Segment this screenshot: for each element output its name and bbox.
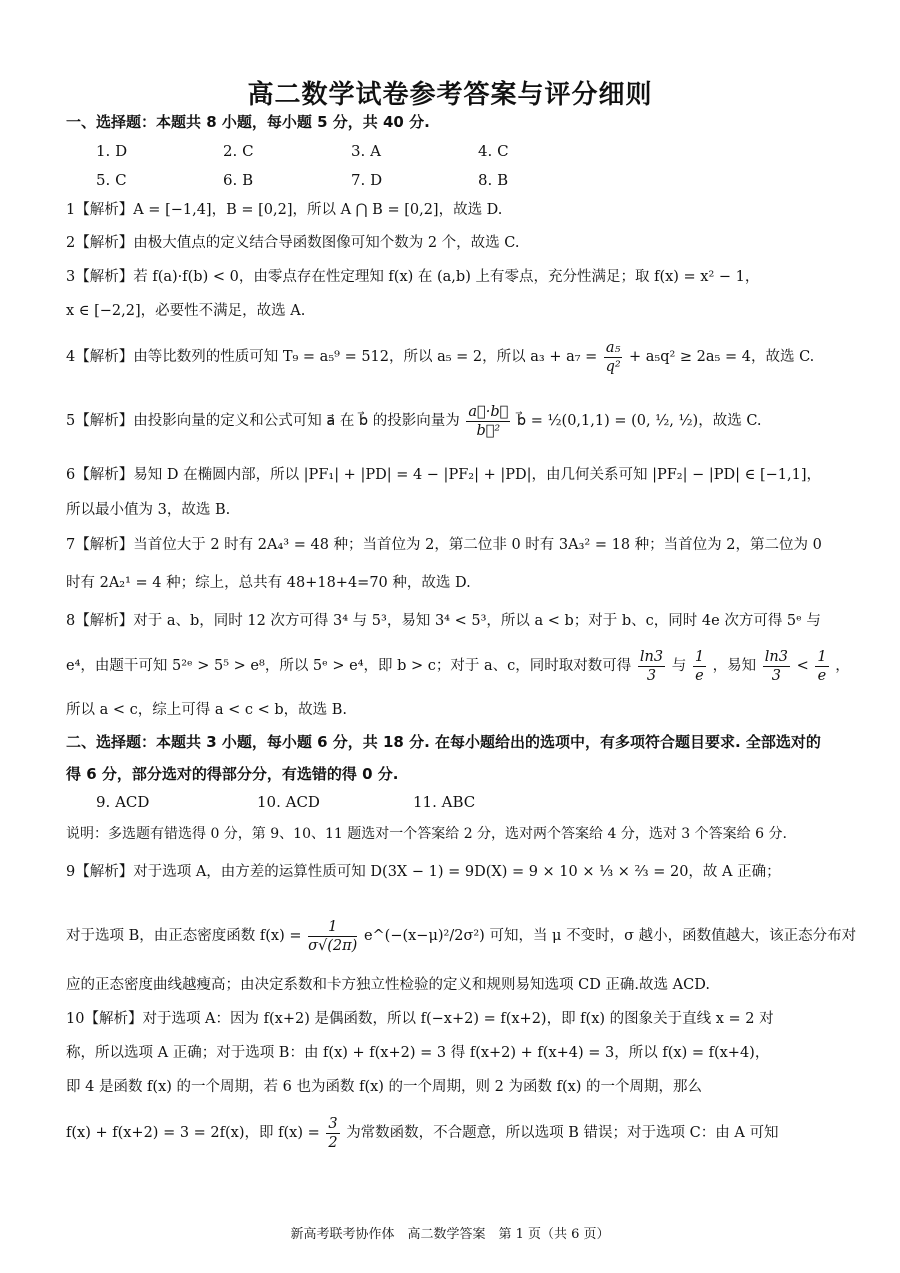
q9-exponential: e^(−(x−μ)²/2σ²) bbox=[363, 928, 485, 944]
q8-text-pre: e⁴，由题干可知 5²ᵉ > 5⁵ > e⁸，所以 5ᵉ > e⁴，即 b > c；对于 a、c，同时取对数可得 bbox=[66, 658, 632, 674]
q10-text-post: 为常数函数，不合题意，所以选项 B 错误；对于选项 C：由 A 可知 bbox=[346, 1125, 779, 1141]
answer-9: 9. ACD bbox=[96, 793, 150, 811]
q9-text-pre: 对于选项 B，由正态密度函数 f(x) = bbox=[66, 928, 302, 944]
scoring-note: 说明：多选题有错选得 0 分，第 9、10、11 题选对一个答案给 2 分，选对两个答案给 4 分，选对 3 个答案给 6 分. bbox=[66, 826, 787, 842]
answer-3: 3. A bbox=[351, 142, 381, 160]
solution-q6-line1: 6【解析】易知 D 在椭圆内部，所以 |PF₁| + |PD| = 4 − |PF₂| + |PD|，由几何关系可知 |PF₂| − |PD| ∈ [−1,1]， bbox=[66, 467, 821, 483]
q8-frac1-den: 3 bbox=[646, 667, 657, 684]
section2-heading-line1: 二、选择题：本题共 3 小题，每小题 6 分，共 18 分. 在每小题给出的选项中，有多项符合题目要求. 全部选对的 bbox=[66, 733, 821, 751]
q9-frac-den: σ√(2π) bbox=[308, 937, 358, 954]
q8-text-mid2: ，易知 bbox=[712, 658, 757, 674]
solution-q2: 2【解析】由极大值点的定义结合导函数图像可知个数为 2 个，故选 C. bbox=[66, 235, 520, 251]
q4-text-post: + a₅q² ≥ 2a₅ = 4，故选 C. bbox=[629, 349, 815, 365]
solution-q8-line3: 所以 a < c，综上可得 a < c < b，故选 B. bbox=[66, 702, 348, 718]
solution-q9-line1: 9【解析】对于选项 A，由方差的运算性质可知 D(3X − 1) = 9D(X) = 9 × 10 × ⅓ × ⅔ = 20，故 A 正确； bbox=[66, 864, 781, 880]
q4-text-pre: 4【解析】由等比数列的性质可知 T₉ = a₅⁹ = 512，所以 a₅ = 2，所以 a₃ + a₇ = bbox=[66, 349, 598, 365]
q8-frac4-num: 1 bbox=[817, 648, 827, 665]
solution-q3-line1: 3【解析】若 f(a)·f(b) < 0，由零点存在性定理知 f(x) 在 (a,b) 上有零点，充分性满足；取 f(x) = x² − 1， bbox=[66, 269, 760, 285]
q8-frac2-num: 1 bbox=[694, 648, 705, 665]
q8-frac4-den: e bbox=[817, 667, 827, 684]
q9-fraction bbox=[308, 918, 357, 955]
answer-4: 4. C bbox=[478, 142, 509, 160]
q8-fraction-3 bbox=[763, 648, 790, 685]
solution-q1: 1【解析】A = [−1,4]，B = [0,2]，所以 A ⋂ B = [0,2]，故选 D. bbox=[66, 202, 503, 218]
section2-heading-line2: 得 6 分，部分选对的得部分分，有选错的得 0 分. bbox=[66, 765, 399, 783]
q9-text-post: 可知，当 μ 不变时，σ 越小，函数值越大，该正态分布对 bbox=[489, 928, 857, 944]
solution-q5 bbox=[66, 401, 846, 441]
q8-fraction-4 bbox=[815, 648, 828, 685]
solution-q10-line3: 即 4 是函数 f(x) 的一个周期，若 6 也为函数 f(x) 的一个周期，则 2 为函数 f(x) 的一个周期，那么 bbox=[66, 1079, 703, 1095]
q5-text-post: b⃗ = ½(0,1,1) = (0, ½, ½)，故选 C. bbox=[516, 413, 762, 429]
solution-q7-line1: 7【解析】当首位大于 2 时有 2A₄³ = 48 种；当首位为 2，第二位非 0 时有 3A₃² = 18 种；当首位为 2，第二位为 0 bbox=[66, 537, 822, 553]
solution-q9-line3: 应的正态密度曲线越瘦高；由决定系数和卡方独立性检验的定义和规则易知选项 CD 正确.故选 ACD. bbox=[66, 977, 710, 993]
q8-frac2-den: e bbox=[695, 667, 704, 684]
solution-q3-line2: x ∈ [−2,2]，必要性不满足，故选 A. bbox=[66, 303, 306, 319]
q8-text-mid: 与 bbox=[671, 658, 687, 674]
solution-q7-line2: 时有 2A₂¹ = 4 种；综上，总共有 48+18+4=70 种，故选 D. bbox=[66, 575, 471, 591]
q8-text-lt: < bbox=[796, 658, 809, 674]
solution-q10-line2: 称，所以选项 A 正确；对于选项 B：由 f(x) + f(x+2) = 3 得 f(x+2) + f(x+4) = 3，所以 f(x) = f(x+4)， bbox=[66, 1045, 770, 1061]
answer-8: 8. B bbox=[478, 171, 509, 189]
q10-frac-den: 2 bbox=[328, 1134, 338, 1151]
q4-fraction bbox=[604, 339, 622, 376]
solution-q8-line2 bbox=[66, 646, 850, 686]
solution-q10-line1: 10【解析】对于选项 A：因为 f(x+2) 是偶函数，所以 f(−x+2) = f(x+2)，即 f(x) 的图象关于直线 x = 2 对 bbox=[66, 1011, 774, 1027]
solution-q6-line2: 所以最小值为 3，故选 B. bbox=[66, 502, 231, 518]
q8-text-end: ， bbox=[835, 658, 850, 674]
q9-frac-num: 1 bbox=[308, 918, 357, 937]
q4-frac-den: q² bbox=[605, 358, 621, 375]
q5-frac-den: b⃗² bbox=[476, 422, 501, 439]
answer-11: 11. ABC bbox=[413, 793, 476, 811]
answer-1: 1. D bbox=[96, 142, 128, 160]
q10-frac-num: 3 bbox=[328, 1115, 338, 1132]
solution-q10-line4 bbox=[66, 1113, 846, 1153]
q8-fraction-1 bbox=[638, 648, 665, 685]
q8-frac3-num: ln3 bbox=[764, 648, 788, 665]
q10-fraction bbox=[326, 1115, 339, 1152]
answer-6: 6. B bbox=[223, 171, 254, 189]
q5-fraction bbox=[466, 403, 510, 440]
page-footer: 新高考联考协作体 高二数学答案 第 1 页（共 6 页） bbox=[290, 1227, 610, 1242]
q4-frac-num: a₅ bbox=[605, 339, 621, 356]
page-title: 高二数学试卷参考答案与评分细则 bbox=[247, 80, 653, 110]
section1-heading: 一、选择题：本题共 8 小题，每小题 5 分，共 40 分. bbox=[66, 113, 430, 131]
answer-10: 10. ACD bbox=[257, 793, 320, 811]
q8-frac3-den: 3 bbox=[771, 667, 781, 684]
q10-text-pre: f(x) + f(x+2) = 3 = 2f(x)，即 f(x) = bbox=[66, 1125, 320, 1141]
answer-7: 7. D bbox=[351, 171, 383, 189]
solution-q4 bbox=[66, 337, 846, 377]
solution-q9-line2 bbox=[66, 916, 857, 956]
q5-text-pre: 5【解析】由投影向量的定义和公式可知 a⃗ 在 b⃗ 的投影向量为 bbox=[66, 413, 460, 429]
q8-frac1-num: ln3 bbox=[639, 648, 664, 665]
q5-frac-num: a⃗·b⃗ bbox=[468, 403, 509, 420]
answer-2: 2. C bbox=[223, 142, 254, 160]
q8-fraction-2 bbox=[693, 648, 706, 685]
solution-q8-line1: 8【解析】对于 a、b，同时 12 次方可得 3⁴ 与 5³，易知 3⁴ < 5³，所以 a < b；对于 b、c，同时 4e 次方可得 5ᵉ 与 bbox=[66, 613, 821, 629]
answer-5: 5. C bbox=[96, 171, 127, 189]
